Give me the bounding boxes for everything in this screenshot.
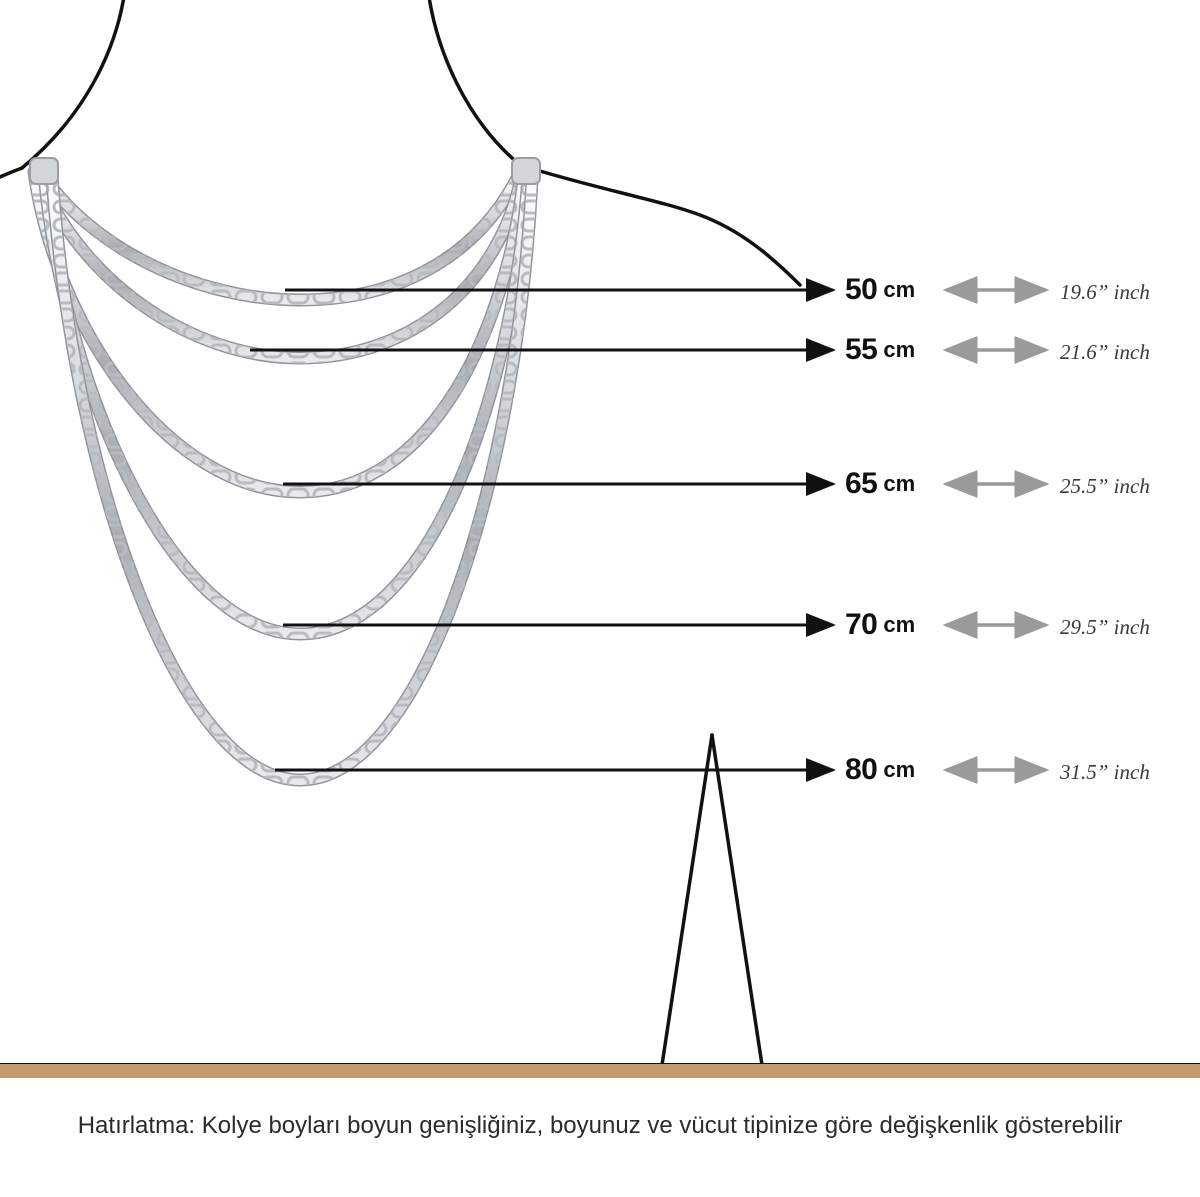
measurement-row-50 <box>845 270 915 310</box>
chain-clasp-left <box>30 158 58 184</box>
inch-row-80 <box>1060 752 1150 792</box>
cm-value-70: 70 <box>845 608 878 641</box>
measurement-row-80 <box>845 750 915 790</box>
cm-to-inch-arrows <box>946 290 1046 770</box>
chain-clasp-right <box>512 158 540 184</box>
cm-value-80: 80 <box>845 753 878 786</box>
inch-row-65 <box>1060 466 1150 506</box>
cm-unit-55: cm <box>883 337 916 362</box>
measurement-leader-lines <box>250 290 833 770</box>
cm-unit-65: cm <box>883 471 916 496</box>
cm-unit-80: cm <box>883 757 916 782</box>
measurement-row-70 <box>845 605 915 645</box>
necklace-chains <box>30 158 540 780</box>
inch-row-55 <box>1060 332 1150 372</box>
inch-value-65: 25.5” inch <box>1060 473 1150 498</box>
inch-row-70 <box>1060 607 1150 647</box>
cm-value-65: 65 <box>845 467 878 500</box>
cm-unit-50: cm <box>883 277 916 302</box>
inch-value-55: 21.6” inch <box>1060 339 1150 364</box>
floor-band <box>0 1064 1200 1078</box>
inch-value-50: 19.6” inch <box>1060 279 1150 304</box>
footer-note: Hatırlatma: Kolye boyları boyun genişliğiniz, boyunuz ve vücut tipinize göre değişkenlik gösterebilir <box>77 1112 1123 1139</box>
cm-value-55: 55 <box>845 333 878 366</box>
cm-unit-70: cm <box>883 612 916 637</box>
inch-value-80: 31.5” inch <box>1060 759 1150 784</box>
inch-row-50 <box>1060 272 1150 312</box>
measurement-row-55 <box>845 330 915 370</box>
inch-value-70: 29.5” inch <box>1060 614 1150 639</box>
measurement-row-65 <box>845 464 915 504</box>
cm-value-50: 50 <box>845 273 878 306</box>
